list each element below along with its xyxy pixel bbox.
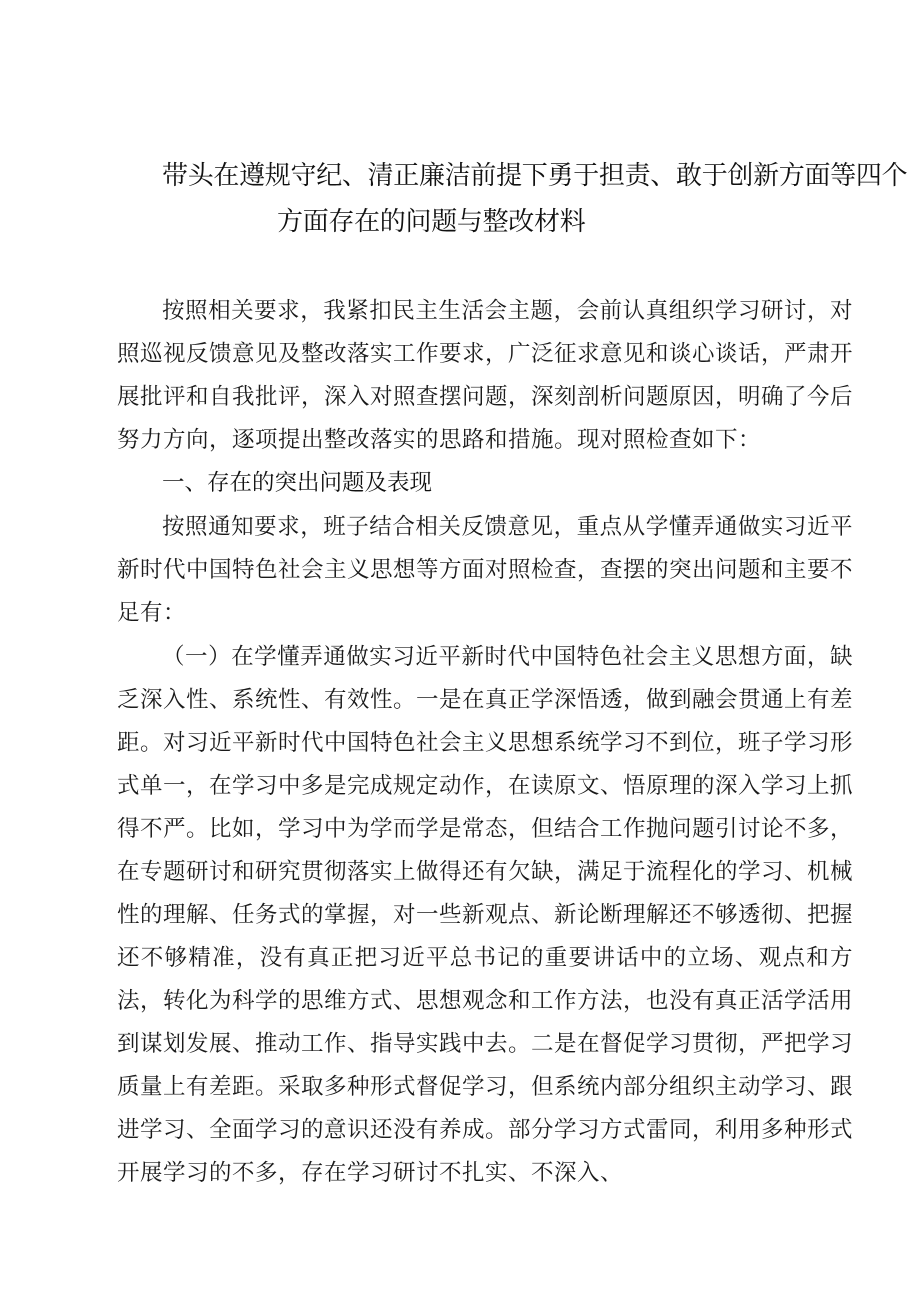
document-title-line-1: 带头在遵规守纪、清正廉洁前提下勇于担责、敢于创新方面等四个 xyxy=(162,161,908,191)
subsection-paragraph-1: （一）在学懂弄通做实习近平新时代中国特色社会主义思想方面，缺乏深入性、系统性、有效性。一是在真正学深悟透，做到融会贯通上有差距。对习近平新时代中国特色社会主义思想系统学习不到位，班子学习形式单一，在学习中多是完成规定动作，在读原文、悟原理的深入学习上抓得不严。比如，学习中为学而学是常态，但结合工作抛问题引讨论不多，在专题研讨和研究贯彻落实上做得还有欠缺，满足于流程化的学习、机械性的理解、任务式的掌握，对一些新观点、新论断理解还不够透彻、把握还不够精准，没有真正把习近平总书记的重要讲话中的立场、观点和方法，转化为科学的思维方式、思想观念和工作方法，也没有真正活学活用到谋划发展、推动工作、指导实践中去。二是在督促学习贯彻，严把学习质量上有差距。采取多种形式督促学习，但系统内部分组织主动学习、跟进学习、全面学习的意识还没有养成。部分学习方式雷同，利用多种形式开展学习的不多，存在学习研讨不扎实、不深入、 xyxy=(117,644,854,1186)
section-intro-paragraph: 按照通知要求，班子结合相关反馈意见，重点从学懂弄通做实习近平新时代中国特色社会主义思想等方面对照检查，查摆的突出问题和主要不足有： xyxy=(117,514,854,626)
intro-paragraph: 按照相关要求，我紧扣民主生活会主题，会前认真组织学习研讨，对照巡视反馈意见及整改落实工作要求，广泛征求意见和谈心谈话，严肃开展批评和自我批评，深入对照查摆问题，深刻剖析问题原因，明确了今后努力方向，逐项提出整改落实的思路和措施。现对照检查如下： xyxy=(117,298,854,453)
section-heading-1: 一、存在的突出问题及表现 xyxy=(162,470,433,496)
document-title-line-2: 方面存在的问题与整改材料 xyxy=(277,207,586,237)
